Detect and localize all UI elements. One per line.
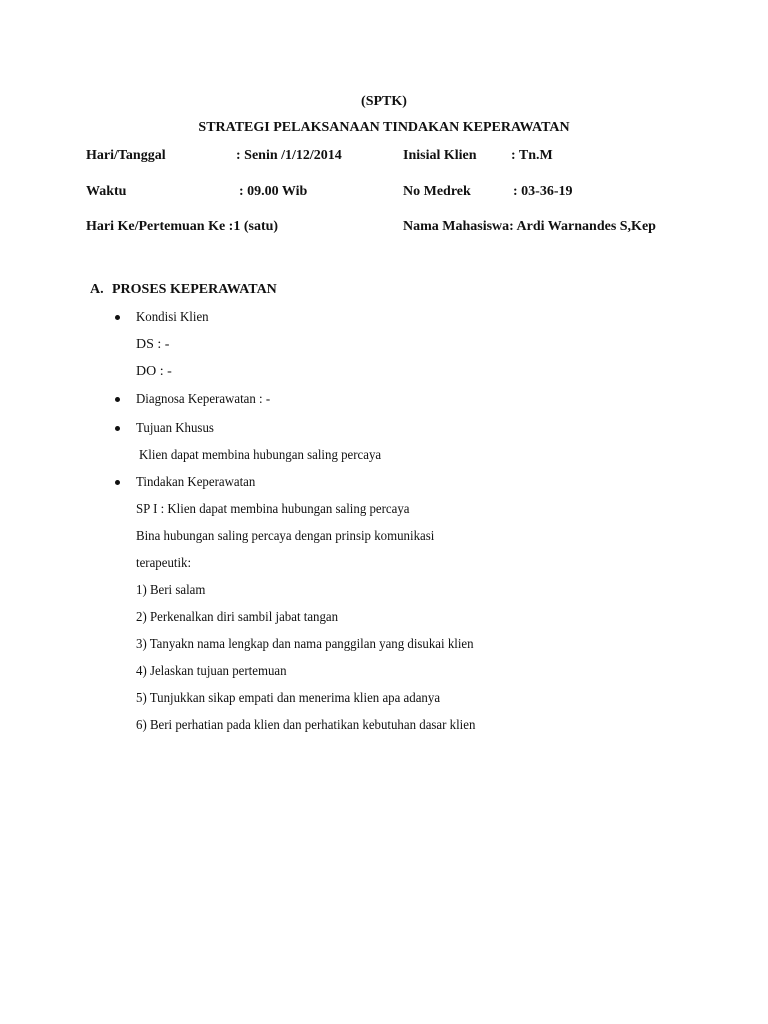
no-medrek-value: : 03-36-19 xyxy=(513,184,573,199)
waktu-value: : 09.00 Wib xyxy=(239,184,308,199)
nama-mahasiswa: Nama Mahasiswa: Ardi Warnandes S,Kep xyxy=(403,219,656,234)
tujuan-khusus-label: Tujuan Khusus xyxy=(136,421,214,436)
tujuan-khusus-text: Klien dapat membina hubungan saling percaya xyxy=(139,448,382,463)
inisial-klien-label: Inisial Klien xyxy=(403,148,477,163)
tindakan-keperawatan-label: Tindakan Keperawatan xyxy=(136,475,256,490)
kondisi-ds: DS : - xyxy=(136,337,170,352)
bullet-icon xyxy=(115,480,120,485)
document-title: STRATEGI PELAKSANAAN TINDAKAN KEPERAWATAN xyxy=(198,120,570,135)
section-title: PROSES KEPERAWATAN xyxy=(112,282,277,297)
step-item: 5) Tunjukkan sikap empati dan menerima klien apa adanya xyxy=(136,691,441,706)
bullet-icon xyxy=(115,315,120,320)
document-code: (SPTK) xyxy=(361,94,407,109)
waktu-label: Waktu xyxy=(86,184,127,199)
step-item: 2) Perkenalkan diri sambil jabat tangan xyxy=(136,610,339,625)
section-marker: A. xyxy=(90,282,104,297)
sp-i: SP I : Klien dapat membina hubungan saling percaya xyxy=(136,502,410,517)
step-item: 1) Beri salam xyxy=(136,583,206,598)
hari-tanggal-label: Hari/Tanggal xyxy=(86,148,166,163)
hari-tanggal-value: : Senin /1/12/2014 xyxy=(236,148,342,163)
kondisi-do: DO : - xyxy=(136,364,172,379)
no-medrek-label: No Medrek xyxy=(403,184,471,199)
bullet-icon xyxy=(115,426,120,431)
diagnosa-keperawatan: Diagnosa Keperawatan : - xyxy=(136,392,271,407)
pertemuan-ke: Hari Ke/Pertemuan Ke :1 (satu) xyxy=(86,219,279,234)
tindakan-intro: Bina hubungan saling percaya dengan prinsip komunikasi xyxy=(136,529,435,544)
step-item: 4) Jelaskan tujuan pertemuan xyxy=(136,664,287,679)
step-item: 3) Tanyakn nama lengkap dan nama panggilan yang disukai klien xyxy=(136,637,474,652)
inisial-klien-value: : Tn.M xyxy=(511,148,553,163)
step-item: 6) Beri perhatian pada klien dan perhatikan kebutuhan dasar klien xyxy=(136,718,476,733)
kondisi-klien-label: Kondisi Klien xyxy=(136,310,209,325)
tindakan-intro-cont: terapeutik: xyxy=(136,556,192,571)
bullet-icon xyxy=(115,397,120,402)
